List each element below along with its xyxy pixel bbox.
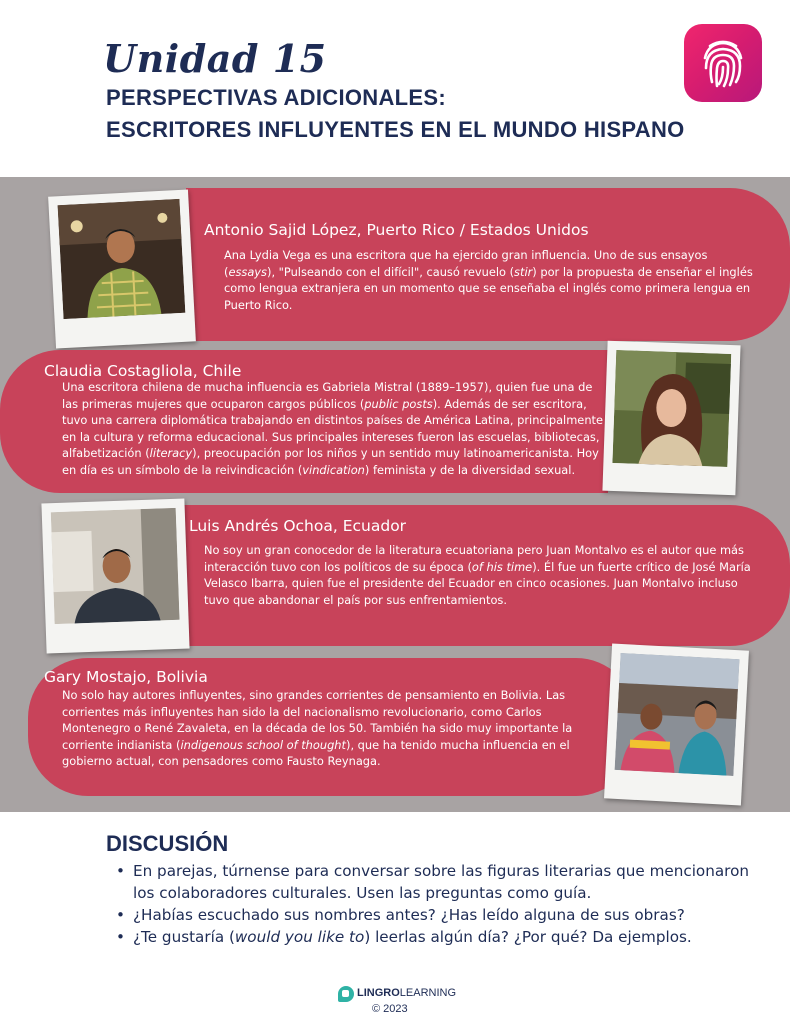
photo-claudia xyxy=(602,341,740,496)
unit-title: Unidad 15 xyxy=(103,36,327,81)
speech-bubble-icon xyxy=(338,986,354,1002)
copyright: © 2023 xyxy=(372,1003,408,1015)
collaborator-name: Luis Andrés Ochoa, Ecuador xyxy=(189,517,407,535)
discussion-list xyxy=(116,860,756,948)
discussion-title: DISCUSIÓN xyxy=(106,831,229,856)
discussion-item: • En parejas, túrnense para conversar sobre las figuras literarias que mencionaron los colaboradores culturales. Usen las preguntas como guía. xyxy=(116,860,756,904)
fingerprint-icon xyxy=(684,24,762,102)
brand-name: LINGROLEARNING xyxy=(357,987,457,999)
collaborator-name: Gary Mostajo, Bolivia xyxy=(44,668,208,686)
collaborator-text: Una escritora chilena de mucha influencia es Gabriela Mistral (1889–1957), quien fue una de las primeras mujeres que ocuparon cargos públicos (public posts). Además de ser escritora, tuvo una carrera diplomática trabajando en distintos países de América Latina, principalmente en la cultura y reforma educacional. Sus principales intereses fueron las escuelas, bibliotecas, alfabetización (literacy), preocupación por los niños y un sentido muy latinoamericanista. Hoy en día es un símbolo de la reivindicación (vindication) feminista y de la diversidad sexual. xyxy=(62,380,604,477)
page-subtitle-line2: ESCRITORES INFLUYENTES EN EL MUNDO HISPANO xyxy=(106,117,685,142)
collaborator-text: No solo hay autores influyentes, sino grandes corrientes de pensamiento en Bolivia. Las corrientes más influyentes han sido la del nacionalismo revolucionario, como Carlos Montenegro o René Zavaleta, en la década de los 50. También ha sido muy importante la corriente indianista (indigenous school of thought), que ha tenido mucha influencia en el gobierno actual, con pensadores como Fausto Reynaga. xyxy=(62,688,573,769)
discussion-item: • ¿Habías escuchado sus nombres antes? ¿Has leído alguna de sus obras? xyxy=(116,904,756,926)
collaborator-name: Claudia Costagliola, Chile xyxy=(44,362,242,380)
photo-antonio xyxy=(48,189,196,348)
collaborator-text: Ana Lydia Vega es una escritora que ha ejercido gran influencia. Uno de sus ensayos (essays), "Pulseando con el difícil", causó revuelo (stir) por la propuesta de enseñar el inglés como lengua extranjera en un momento que se enseñaba el inglés como primera lengua en Puerto Rico. xyxy=(224,248,753,312)
collaborator-name: Antonio Sajid López, Puerto Rico / Estados Unidos xyxy=(204,221,589,239)
collaborator-text: No soy un gran conocedor de la literatura ecuatoriana pero Juan Montalvo es el autor que más interacción tuvo con los políticos de su época (of his time). Él fue un fuerte crítico de José María Velasco Ibarra, quien fue el presidente del Ecuador en cinco ocasiones. Juan Montalvo incluso tuvo que abandonar el país por sus enfrentamientos. xyxy=(204,543,751,607)
discussion-item: • ¿Te gustaría (would you like to) leerlas algún día? ¿Por qué? Da ejemplos. xyxy=(116,926,756,948)
page-subtitle-line1: PERSPECTIVAS ADICIONALES: xyxy=(106,85,446,110)
photo-gary xyxy=(604,644,749,806)
photo-luis xyxy=(41,499,189,654)
